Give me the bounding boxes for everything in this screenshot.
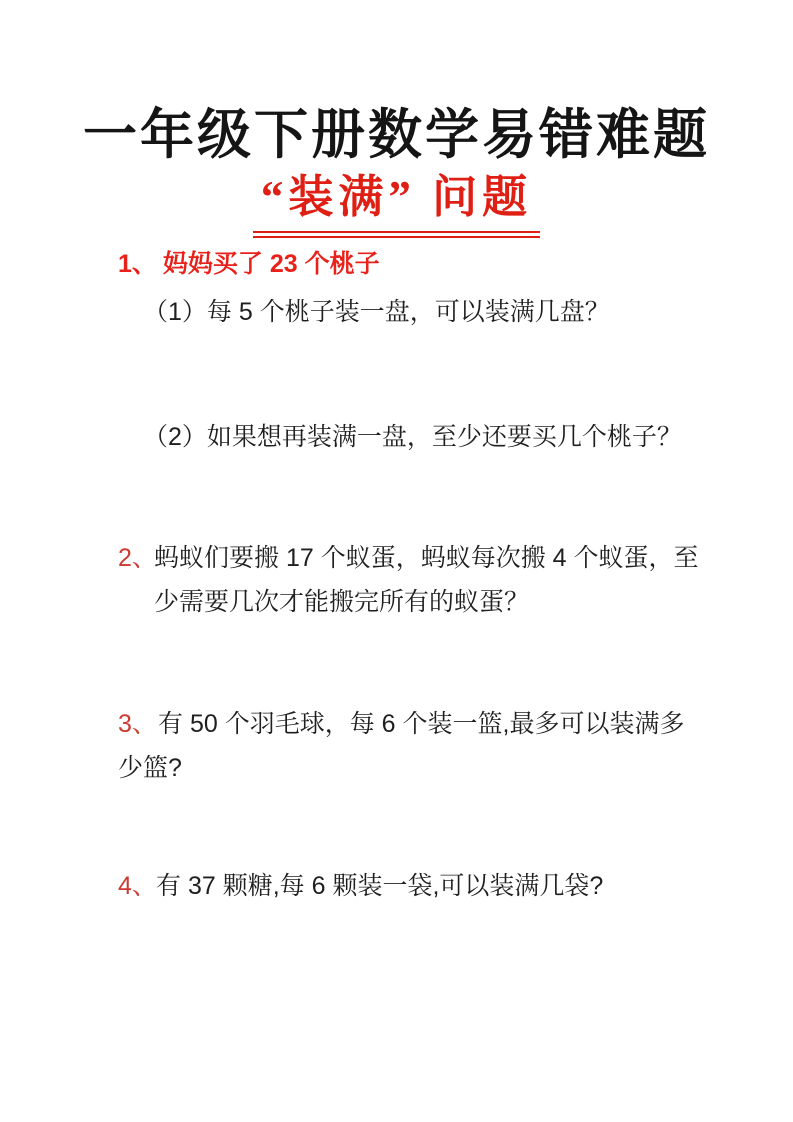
page-title: 一年级下册数学易错难题 [83, 105, 710, 165]
page-subtitle-row [0, 160, 793, 238]
problem-2 [118, 536, 699, 624]
problem-4-number: 4、 [118, 872, 157, 900]
problem-1-question-1: （1）每 5 个桃子装一盘，可以装满几盘？ [143, 298, 610, 326]
problem-3-line-1 [118, 702, 684, 746]
problem-3 [118, 702, 684, 790]
problem-3-text-line-2: 少篮? [118, 754, 182, 782]
problem-2-text-line-1: 蚂蚁们要搬 17 个蚁蛋，蚂蚁每次搬 4 个蚁蛋，至 [154, 544, 699, 572]
problem-3-number: 3、 [118, 710, 157, 738]
problem-3-text-line-1: 有 50 个羽毛球，每 6 个装一篮,最多可以装满多 [158, 710, 685, 738]
page-subtitle: “装满” 问题 [253, 160, 540, 238]
problem-2-text-line-2: 少需要几次才能搬完所有的蚁蛋？ [154, 588, 530, 616]
problem-2-number: 2、 [118, 544, 157, 572]
problem-1-question-2: （2）如果想再装满一盘，至少还要买几个桃子？ [143, 423, 682, 451]
problem-4-text: 有 37 颗糖,每 6 颗装一袋,可以装满几袋? [156, 872, 604, 900]
problem-1-heading-text: 妈妈买了 23 个桃子 [162, 250, 380, 278]
problem-1-number: 1、 [118, 250, 157, 278]
problem-2-text [154, 536, 699, 624]
problem-1-heading [118, 244, 380, 280]
problem-4 [118, 864, 603, 908]
